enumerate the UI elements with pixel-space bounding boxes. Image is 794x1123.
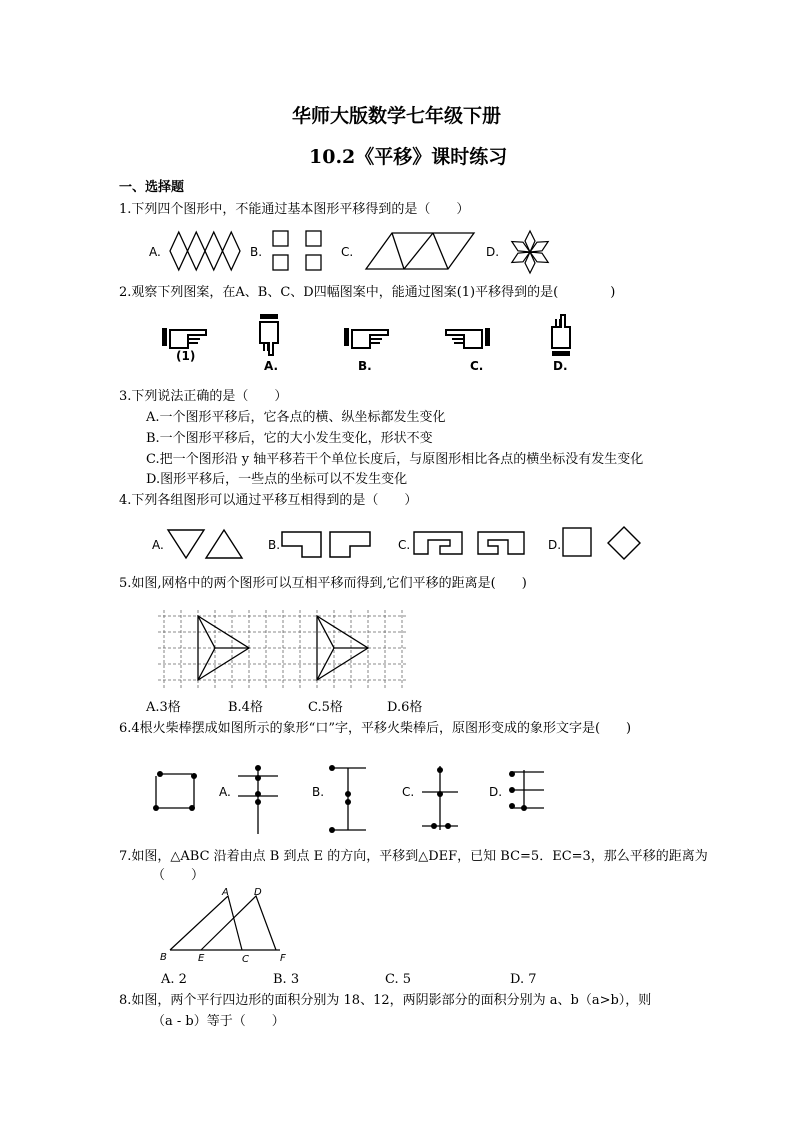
q4-stem: 4.下列各组图形可以通过平移互相得到的是（ ） — [119, 493, 418, 508]
q4-option-d-figure — [560, 524, 644, 562]
q6-option-b-figure — [326, 764, 370, 834]
q6-option-b-label[interactable]: B. — [312, 785, 325, 799]
q2-label-original: (1) — [176, 349, 196, 363]
q2-figure-d — [548, 313, 576, 357]
q1-option-d-label[interactable]: D. — [486, 245, 500, 259]
q4-option-c-figure — [408, 528, 528, 558]
q1-option-b-figure — [272, 230, 324, 272]
q6-option-d-figure — [504, 766, 546, 812]
q5-option-c[interactable]: C.5格 — [308, 700, 343, 715]
q1-option-b-label[interactable]: B. — [250, 245, 263, 259]
q5-option-d[interactable]: D.6格 — [387, 700, 423, 715]
q8-stem: 8.如图，两个平行四边形的面积分别为 18、12，两阴影部分的面积分别为 a、b（a>b），则 — [119, 993, 652, 1008]
q2-figure-original — [160, 322, 210, 352]
q1-option-a-figure — [170, 230, 240, 272]
q7-option-d[interactable]: D. 7 — [510, 972, 537, 987]
q6-original-figure — [146, 770, 202, 812]
q3-stem: 3.下列说法正确的是（ ） — [119, 389, 288, 404]
q7-point-d: D — [254, 887, 262, 898]
page-subtitle: 10.2《平移》课时练习 — [309, 146, 508, 168]
q8-stem-cont: （a - b）等于（ ） — [152, 1014, 285, 1029]
q2-figure-a — [256, 313, 284, 357]
q7-option-b[interactable]: B. 3 — [273, 972, 300, 987]
q4-option-a-figure — [164, 526, 246, 560]
q3-option-c[interactable]: C.把一个图形沿 y 轴平移若干个单位长度后，与原图形相比各点的横坐标没有发生变化 — [146, 452, 644, 467]
q2-figure-c — [442, 322, 492, 352]
q2-label-a[interactable]: A. — [264, 359, 279, 373]
q3-option-a[interactable]: A.一个图形平移后，它各点的横、纵坐标都发生变化 — [146, 410, 446, 425]
section-heading: 一、选择题 — [119, 180, 185, 195]
q6-option-c-label[interactable]: C. — [402, 785, 415, 799]
q7-option-c[interactable]: C. 5 — [385, 972, 412, 987]
q2-label-c[interactable]: C. — [470, 359, 484, 373]
q2-label-b[interactable]: B. — [358, 359, 372, 373]
q7-stem: 7.如图，△ABC 沿着由点 B 到点 E 的方向，平移到△DEF，已知 BC=5．EC=3，那么平移的距离为 — [119, 849, 708, 864]
q2-label-d[interactable]: D. — [553, 359, 568, 373]
q5-grid-figure — [158, 610, 410, 690]
q7-point-b: B — [160, 952, 167, 963]
q7-stem-cont: （ ） — [152, 868, 205, 883]
q4-option-d-label[interactable]: D. — [548, 538, 562, 552]
q4-option-b-label[interactable]: B. — [268, 538, 281, 552]
q7-option-a[interactable]: A. 2 — [161, 972, 187, 987]
q6-option-c-figure — [418, 764, 462, 834]
q6-option-a-figure — [234, 764, 282, 836]
q5-option-a[interactable]: A.3格 — [146, 700, 181, 715]
q7-triangle-figure — [156, 886, 296, 965]
q6-stem: 6.4根火柴棒摆成如图所示的象形“口”字，平移火柴棒后，原图形变成的象形文字是( ) — [119, 721, 632, 736]
q1-option-d-figure — [508, 230, 552, 274]
q3-option-b[interactable]: B.一个图形平移后，它的大小发生变化，形状不变 — [146, 431, 433, 446]
q4-option-c-label[interactable]: C. — [398, 538, 411, 552]
q5-stem: 5.如图,网格中的两个图形可以互相平移而得到,它们平移的距离是( ) — [119, 576, 527, 591]
q1-option-c-label[interactable]: C. — [341, 245, 354, 259]
q7-point-f: F — [280, 953, 286, 964]
q4-option-a-label[interactable]: A. — [152, 538, 164, 552]
q7-point-a: A — [222, 887, 229, 898]
q6-option-d-label[interactable]: D. — [489, 785, 503, 799]
q5-option-b[interactable]: B.4格 — [228, 700, 263, 715]
page-title: 华师大版数学七年级下册 — [292, 105, 502, 127]
q6-option-a-label[interactable]: A. — [219, 785, 231, 799]
q1-option-c-figure — [364, 231, 476, 271]
q1-stem: 1.下列四个图形中，不能通过基本图形平移得到的是（ ） — [119, 202, 470, 217]
q3-option-d[interactable]: D.图形平移后，一些点的坐标可以不发生变化 — [146, 472, 408, 487]
q4-option-b-figure — [278, 528, 374, 560]
q2-figure-b — [342, 322, 392, 352]
q2-stem: 2.观察下列图案，在A、B、C、D四幅图案中，能通过图案(1)平移得到的是( ) — [119, 285, 616, 300]
q1-option-a-label[interactable]: A. — [149, 245, 161, 259]
q7-point-c: C — [242, 954, 249, 965]
q7-point-e: E — [198, 953, 205, 964]
